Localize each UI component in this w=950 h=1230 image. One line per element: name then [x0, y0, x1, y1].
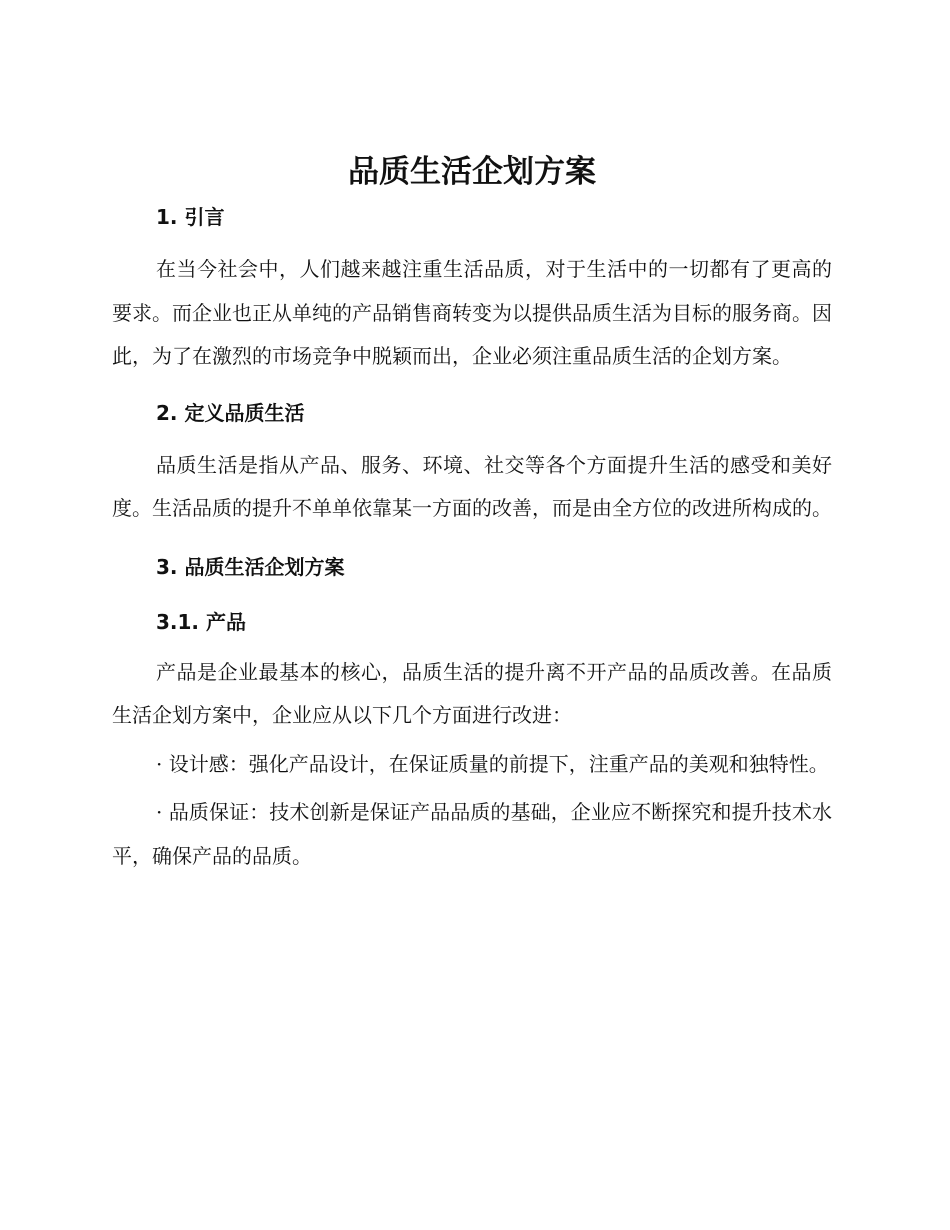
- section-heading-plan: 3. 品质生活企划方案: [156, 554, 345, 579]
- subsection-heading-product: 3.1. 产品: [156, 609, 246, 634]
- bullet-item-quality: · 品质保证：技术创新是保证产品品质的基础，企业应不断探究和提升技术水平，确保产品的品质。: [112, 800, 832, 868]
- paragraph-product: 产品是企业最基本的核心，品质生活的提升离不开产品的品质改善。在品质生活企划方案中，企业应从以下几个方面进行改进：: [112, 659, 832, 727]
- bullet-item-design: · 设计感：强化产品设计，在保证质量的前提下，注重产品的美观和独特性。: [156, 751, 829, 776]
- document-body: [112, 150, 832, 878]
- paragraph-intro: 在当今社会中，人们越来越注重生活品质，对于生活中的一切都有了更高的要求。而企业也正从单纯的产品销售商转变为以提供品质生活为目标的服务商。因此，为了在激烈的市场竞争中脱颖而出，企业必须注重品质生活的企划方案。: [112, 257, 832, 368]
- document-title: 品质生活企划方案: [348, 154, 596, 190]
- section-heading-definition: 2. 定义品质生活: [156, 400, 305, 425]
- section-heading-intro: 1. 引言: [156, 205, 225, 229]
- paragraph-definition: 品质生活是指从产品、服务、环境、社交等各个方面提升生活的感受和美好度。生活品质的提升不单单依靠某一方面的改善，而是由全方位的改进所构成的。: [112, 452, 832, 520]
